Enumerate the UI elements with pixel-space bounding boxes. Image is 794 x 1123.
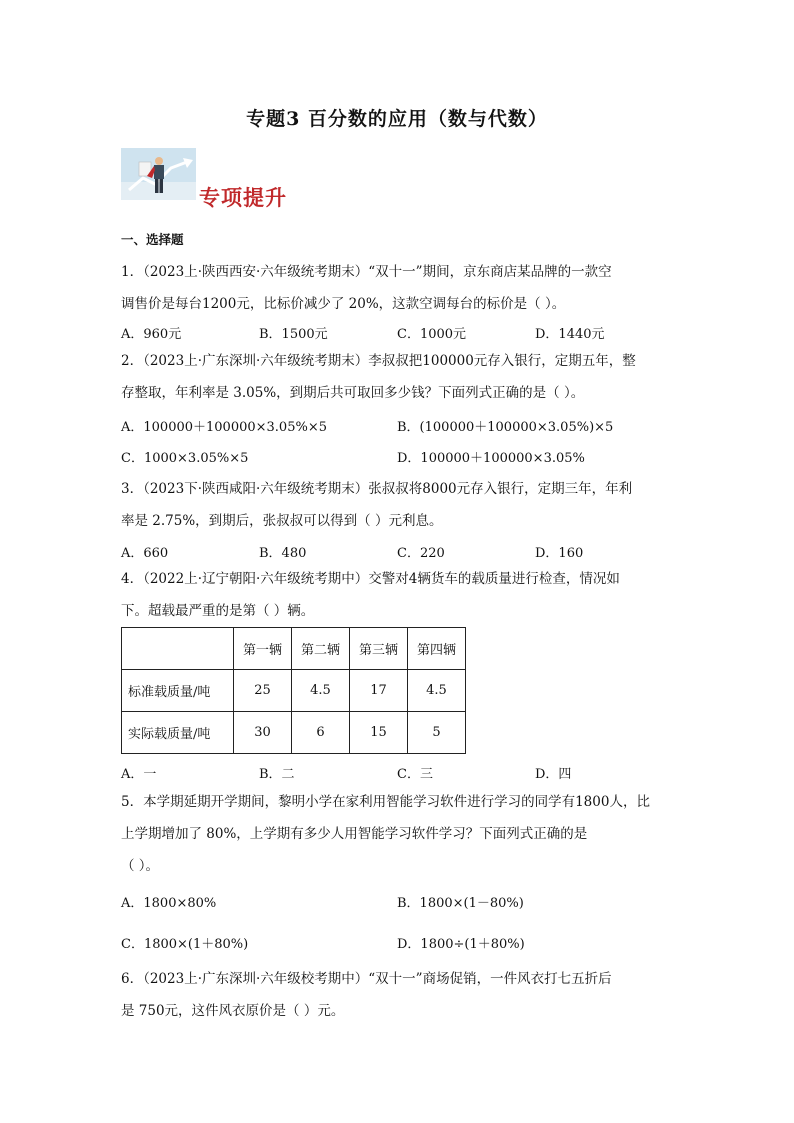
option-b[interactable]: B．二: [259, 767, 295, 782]
table-header-cell: 第四辆: [408, 628, 466, 670]
option-c[interactable]: C．220: [397, 546, 445, 561]
question-line: 下。超载最严重的是第（ ）辆。: [121, 603, 315, 619]
option-a[interactable]: A．100000＋100000×3.05%×5: [121, 420, 327, 435]
table-cell: 25: [234, 670, 292, 712]
question-line: 1．（2023上·陕西西安·六年级统考期末）“双十一”期间，京东商店某品牌的一款空: [121, 264, 612, 280]
question-1: [121, 256, 681, 320]
option-d[interactable]: D．1800÷(1＋80%): [397, 937, 525, 952]
option-d[interactable]: D．160: [535, 546, 584, 561]
question-6: [121, 963, 681, 1027]
question-2: [121, 345, 681, 409]
option-b[interactable]: B．480: [259, 546, 307, 561]
option-d[interactable]: D．1440元: [535, 327, 605, 342]
question-line: 5．本学期延期开学期间，黎明小学在家利用智能学习软件进行学习的同学有1800人，比: [121, 794, 650, 810]
option-c[interactable]: C．1000×3.05%×5: [121, 451, 249, 466]
option-a[interactable]: A．一: [121, 767, 157, 782]
option-a[interactable]: A．960元: [121, 327, 182, 342]
truck-load-table: [121, 627, 466, 754]
option-c[interactable]: C．1000元: [397, 327, 467, 342]
option-c[interactable]: C．1800×(1＋80%): [121, 937, 249, 952]
question-3: [121, 473, 681, 537]
section-banner: [121, 148, 291, 212]
table-cell: 30: [234, 712, 292, 754]
option-d[interactable]: D．100000＋100000×3.05%: [397, 451, 585, 466]
option-b[interactable]: B．(100000＋100000×3.05%)×5: [397, 420, 614, 435]
table-cell: 6: [292, 712, 350, 754]
option-b[interactable]: B．1500元: [259, 327, 328, 342]
question-line: 3．（2023下·陕西咸阳·六年级统考期末）张叔叔将8000元存入银行，定期三年，年利: [121, 481, 633, 497]
section-heading: 一、选择题: [121, 232, 184, 247]
question-line: 率是 2.75%，到期后，张叔叔可以得到（ ）元利息。: [121, 513, 443, 529]
presentation-figure-icon: [121, 148, 196, 200]
table-row: [122, 712, 466, 754]
table-cell: 5: [408, 712, 466, 754]
row-label-cell: 实际载质量/吨: [122, 712, 234, 754]
question-line: 2．（2023上·广东深圳·六年级统考期末）李叔叔把100000元存入银行，定期五年，整: [121, 353, 636, 369]
question-5-options-row1: [121, 892, 681, 916]
question-line: 是 750元，这件风衣原价是（ ）元。: [121, 1003, 345, 1019]
question-4-options: [121, 763, 681, 787]
page-title: 专题3 百分数的应用（数与代数）: [246, 108, 548, 130]
row-label-cell: 标准载质量/吨: [122, 670, 234, 712]
question-line: （ ）。: [121, 858, 160, 874]
question-2-options-row1: [121, 416, 681, 440]
question-5: [121, 786, 681, 882]
option-d[interactable]: D．四: [535, 767, 572, 782]
question-line: 4．（2022上·辽宁朝阳·六年级统考期中）交警对4辆货车的载质量进行检查，情况如: [121, 571, 620, 587]
option-b[interactable]: B．1800×(1－80%): [397, 896, 524, 911]
table-row: [122, 670, 466, 712]
table-cell: 4.5: [292, 670, 350, 712]
question-5-options-row2: [121, 933, 681, 957]
table-header-cell: 第二辆: [292, 628, 350, 670]
table-corner-cell: [122, 628, 234, 670]
table-header-cell: 第三辆: [350, 628, 408, 670]
question-4: [121, 563, 681, 627]
question-line: 上学期增加了 80%，上学期有多少人用智能学习软件学习？下面列式正确的是: [121, 826, 588, 842]
question-line: 6．（2023上·广东深圳·六年级校考期中）“双十一”商场促销，一件风衣打七五折后: [121, 971, 612, 987]
option-a[interactable]: A．660: [121, 546, 169, 561]
table-cell: 15: [350, 712, 408, 754]
option-c[interactable]: C．三: [397, 767, 433, 782]
option-a[interactable]: A．1800×80%: [121, 896, 217, 911]
table-cell: 4.5: [408, 670, 466, 712]
table-cell: 17: [350, 670, 408, 712]
question-line: 调售价是每台1200元，比标价减少了 20%，这款空调每台的标价是（ ）。: [121, 296, 566, 312]
question-1-options: [121, 323, 681, 347]
question-2-options-row2: [121, 447, 681, 471]
table-header-cell: 第一辆: [234, 628, 292, 670]
table-header-row: [122, 628, 466, 670]
question-line: 存整取，年利率是 3.05%，到期后共可取回多少钱？下面列式正确的是（ ）。: [121, 385, 585, 401]
banner-title: 专项提升: [199, 185, 287, 210]
